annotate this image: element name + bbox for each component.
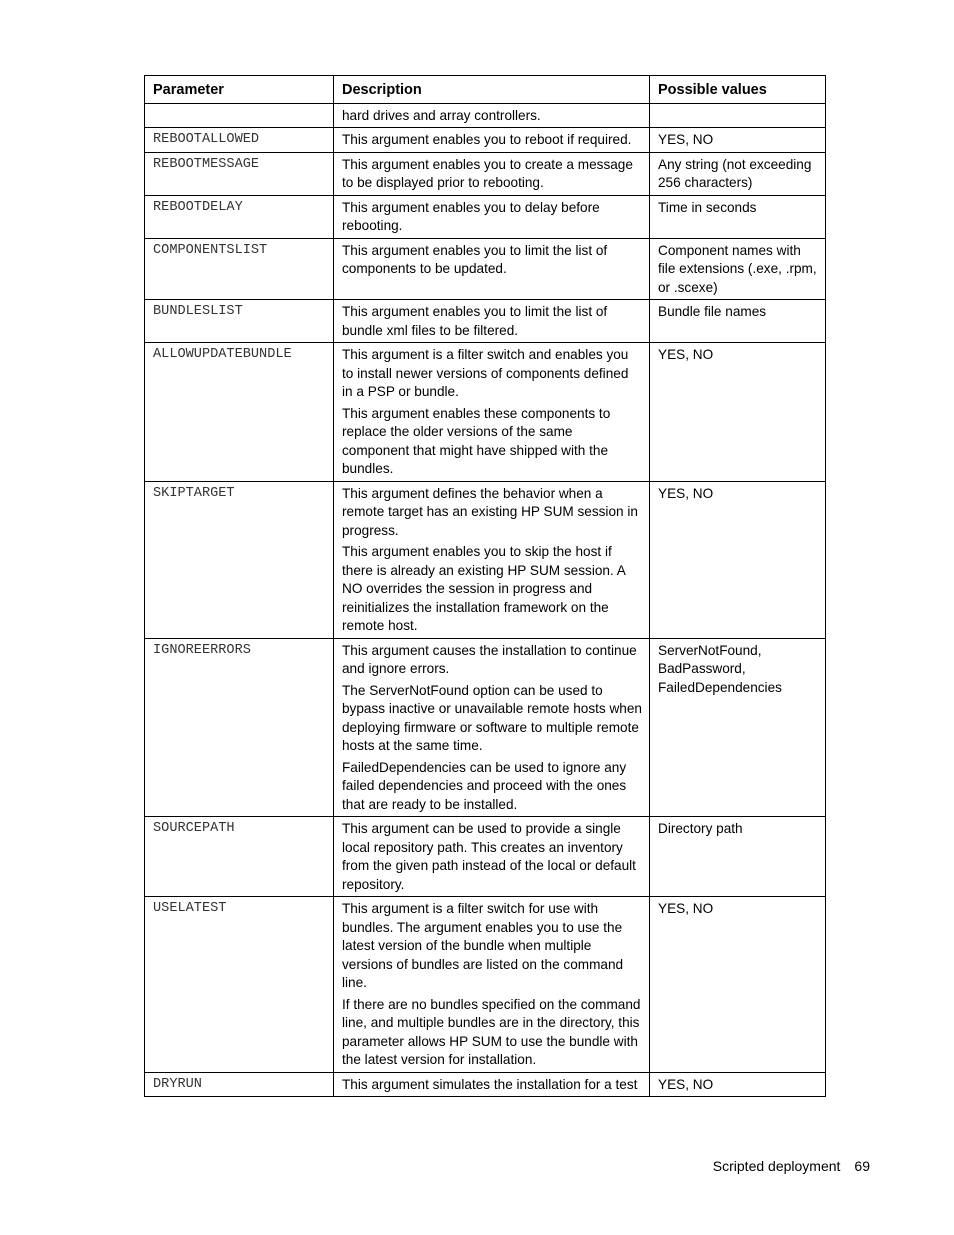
param-cell: COMPONENTSLIST	[145, 238, 334, 300]
table-row	[145, 481, 826, 638]
description-paragraph: This argument can be used to provide a single local repository path. This creates an inventory from the given path instead of the local or default repository.	[342, 821, 636, 892]
page-footer	[713, 1158, 870, 1174]
param-cell: ALLOWUPDATEBUNDLE	[145, 343, 334, 482]
param-cell: REBOOTMESSAGE	[145, 152, 334, 195]
values-cell: YES, NO	[650, 128, 826, 153]
continuation-row	[145, 103, 826, 128]
table-row	[145, 1072, 826, 1097]
param-cell	[145, 103, 334, 128]
page-number: 69	[854, 1158, 870, 1174]
description-paragraph: This argument enables you to skip the host if there is already an existing HP SUM session. A NO overrides the session in progress and reinitializes the installation framework on the remote host.	[342, 544, 626, 633]
description-paragraph: This argument causes the installation to continue and ignore errors.	[342, 642, 637, 676]
description-paragraph: This argument enables you to delay before rebooting.	[342, 199, 600, 233]
description-cell: hard drives and array controllers.	[334, 103, 650, 128]
description-cell	[334, 638, 650, 817]
description-cell	[334, 481, 650, 638]
values-cell: YES, NO	[650, 897, 826, 1073]
header-possible-values: Possible values	[650, 76, 826, 104]
values-cell: Bundle file names	[650, 300, 826, 343]
table-row	[145, 238, 826, 300]
values-cell: YES, NO	[650, 343, 826, 482]
table-row	[145, 343, 826, 482]
description-paragraph: If there are no bundles specified on the command line, and multiple bundles are in the directory, this parameter allows HP SUM to use the bundle with the latest version for installation.	[342, 996, 641, 1067]
parameter-table	[144, 75, 826, 1097]
param-cell: REBOOTALLOWED	[145, 128, 334, 153]
description-paragraph: This argument enables you to limit the list of bundle xml files to be filtered.	[342, 304, 608, 338]
description-paragraph: This argument simulates the installation for a test	[342, 1076, 638, 1092]
description-cell	[334, 152, 650, 195]
description-cell	[334, 128, 650, 153]
values-cell: YES, NO	[650, 481, 826, 638]
table-row	[145, 195, 826, 238]
description-cell	[334, 343, 650, 482]
table-row	[145, 897, 826, 1073]
description-cell	[334, 195, 650, 238]
values-cell: Any string (not exceeding 256 characters)	[650, 152, 826, 195]
table-row	[145, 128, 826, 153]
table-row	[145, 300, 826, 343]
description-cell	[334, 238, 650, 300]
values-cell: ServerNotFound, BadPassword, FailedDependencies	[650, 638, 826, 817]
header-description: Description	[334, 76, 650, 104]
param-cell: DRYRUN	[145, 1072, 334, 1097]
table-row	[145, 638, 826, 817]
description-paragraph: This argument defines the behavior when a remote target has an existing HP SUM session in progress.	[342, 485, 638, 538]
param-cell: IGNOREERRORS	[145, 638, 334, 817]
description-paragraph: FailedDependencies can be used to ignore any failed dependencies and proceed with the ones that are ready to be installed.	[342, 759, 627, 812]
values-cell: Time in seconds	[650, 195, 826, 238]
param-cell: SKIPTARGET	[145, 481, 334, 638]
description-paragraph: This argument enables you to limit the list of components to be updated.	[342, 242, 608, 276]
table-row	[145, 817, 826, 897]
description-cell	[334, 1072, 650, 1097]
header-parameter: Parameter	[145, 76, 334, 104]
description-cell	[334, 300, 650, 343]
param-cell: SOURCEPATH	[145, 817, 334, 897]
description-paragraph: This argument is a filter switch for use with bundles. The argument enables you to use the latest version of the bundle when multiple versions of bundles are listed on the command line.	[342, 901, 624, 990]
header-row	[145, 76, 826, 104]
footer-section: Scripted deployment	[712, 1158, 841, 1174]
param-cell: BUNDLESLIST	[145, 300, 334, 343]
description-paragraph: This argument enables you to create a message to be displayed prior to rebooting.	[342, 156, 633, 190]
description-paragraph: The ServerNotFound option can be used to bypass inactive or unavailable remote hosts when deploying firmware or software to multiple remote hosts at the same time.	[342, 682, 642, 753]
description-cell	[334, 897, 650, 1073]
description-cell	[334, 817, 650, 897]
description-paragraph: This argument enables these components to replace the older versions of the same component that might have shipped with the bundles.	[342, 405, 611, 476]
description-paragraph: This argument is a filter switch and enables you to install newer versions of components defined in a PSP or bundle.	[342, 347, 629, 399]
param-cell: USELATEST	[145, 897, 334, 1073]
description-paragraph: This argument enables you to reboot if required.	[342, 132, 632, 147]
values-cell: Component names with file extensions (.exe, .rpm, or .scexe)	[650, 238, 826, 300]
values-cell: YES, NO	[650, 1072, 826, 1097]
values-cell	[650, 103, 826, 128]
values-cell: Directory path	[650, 817, 826, 897]
param-cell: REBOOTDELAY	[145, 195, 334, 238]
table-row	[145, 152, 826, 195]
